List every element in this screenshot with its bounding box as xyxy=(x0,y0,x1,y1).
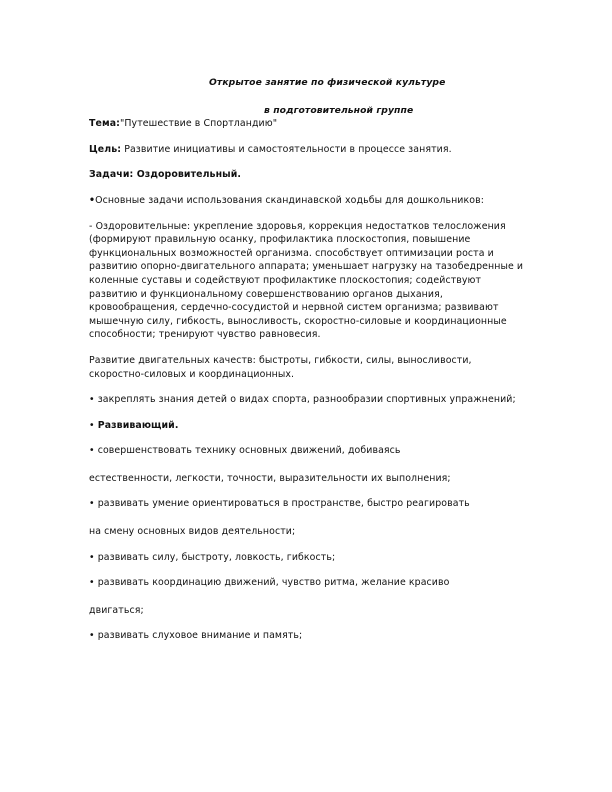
attention-item: • развивать слуховое внимание и память; xyxy=(89,630,303,642)
orientation-item: • развивать умение ориентироваться в пространстве, быстро реагировать xyxy=(89,498,470,510)
theme-value: "Путешествие в Спортландию" xyxy=(120,118,278,130)
developing-heading xyxy=(89,419,529,433)
tasks-label: Задачи: xyxy=(89,169,134,181)
sport-knowledge-item: • закреплять знания детей о видах спорта, разнообразии спортивных упражнений; xyxy=(89,394,516,406)
document-body xyxy=(89,68,529,643)
title-line-2: в подготовительной группе xyxy=(264,104,414,116)
tasks-section-health: Оздоровительный. xyxy=(133,169,242,181)
health-paragraph: - Оздоровительные: укрепление здоровья, коррекция недостатков телосложения (формируют правильную осанку, профилактика плоскостопия, повышение функциональных возможностей организма. способствует оптимизации роста и развитию опорно-двигательного аппарата; уменьшает нагрузку на тазобедренные и коленные суставы и содействуют профилактике плоскостопия; содействуют развитию и функциональному совершенствованию органов дыхания, кровообращения, сердечно-сосудистой и нервной систем организма; развивают мышечную силу, гибкость, выносливость, скоростно-силовые и координационные способности; тренируют чувство равновесия. xyxy=(89,220,524,341)
coordination-item-continuation: двигаться; xyxy=(89,604,144,616)
goal-line xyxy=(89,143,529,157)
bullet-glyph: • xyxy=(89,194,96,206)
bullet-glyph: • xyxy=(89,419,98,431)
goal-text: Развитие инициативы и самостоятельности в процессе занятия. xyxy=(121,143,452,155)
scandinavian-text: Основные задачи использования скандинавской ходьбы для дошкольников: xyxy=(95,194,484,206)
orientation-item-continuation: на смену основных видов деятельности; xyxy=(89,526,296,538)
coordination-item: • развивать координацию движений, чувство ритма, желание красиво xyxy=(89,577,450,589)
developing-label: Развивающий. xyxy=(97,419,179,431)
scandinavian-walking-intro xyxy=(89,194,529,208)
title-line-1: Открытое занятие по физической культуре xyxy=(209,77,446,88)
tasks-line xyxy=(89,168,529,182)
theme-label: Тема: xyxy=(89,118,120,130)
strength-item: • развивать силу, быстроту, ловкость, гибкость; xyxy=(89,551,336,563)
technique-item-continuation: естественности, легкости, точности, выразительности их выполнения; xyxy=(89,472,451,484)
theme-line xyxy=(89,117,529,131)
motor-qualities-paragraph: Развитие двигательных качеств: быстроты, гибкости, силы, выносливости, скоростно-силовых и координационных. xyxy=(89,354,472,380)
technique-item: • совершенствовать технику основных движений, добиваясь xyxy=(89,445,401,457)
goal-label: Цель: xyxy=(89,143,122,155)
